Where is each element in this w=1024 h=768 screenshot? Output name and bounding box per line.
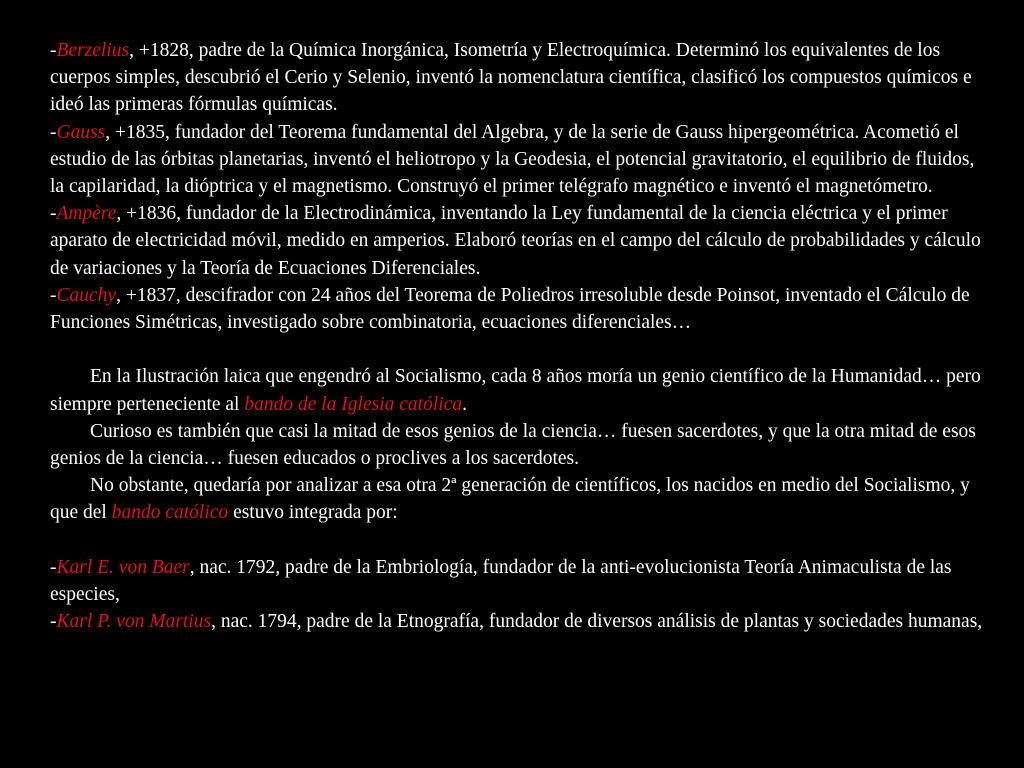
paragraph-spacer	[50, 527, 985, 554]
highlighted-phrase: bando de la Iglesia católica	[244, 393, 463, 415]
scientist-description: , +1835, fundador del Teorema fundamental del Algebra, y de la serie de Gauss hipergeométrica. Acometió el estudio de las órbitas planetarias, inventó el heliotropo y la Geodesia, el potencial gravitatorio, el equilibrio de fluidos, la capilaridad, la dióptrica y el magnetismo. Construyó el primer telégrafo magnético e inventó el magnetómetro.	[50, 121, 975, 198]
scientist-name: Berzelius	[56, 40, 130, 61]
scientist-name: Cauchy	[56, 284, 117, 306]
entry-von-baer: -Karl E. von Baer, nac. 1792, padre de la Embriología, fundador de la anti-evolucionista Teoría Animaculista de las especies,	[50, 556, 952, 606]
scientist-name: Karl P. von Martius	[56, 611, 212, 633]
highlighted-phrase: bando católico	[111, 502, 229, 524]
scientist-description: , +1836, fundador de la Electrodinámica, inventando la Ley fundamental de la ciencia eléctrica y el primer aparato de electricidad móvil, medido en amperios. Elaboró teorías en el campo del cálculo de probabilidades y cálculo de variaciones y la Teoría de Ecuaciones Diferenciales.	[50, 203, 981, 279]
commentary-text: estuvo integrada por:	[228, 502, 398, 524]
commentary-text: No obstante, quedaría por analizar a esa otra 2ª generación de científicos, los nacidos en medio del Socialismo, y que del	[50, 475, 970, 524]
document-body	[50, 37, 985, 635]
entry-gauss: -Gauss, +1835, fundador del Teorema fundamental del Algebra, y de la serie de Gauss hipergeométrica. Acometió el estudio de las órbitas planetarias, inventó el heliotropo y la Geodesia, el potencial gravitatorio, el equilibrio de fluidos, la capilaridad, la dióptrica y el magnetismo. Construyó el primer telégrafo magnético e inventó el magnetómetro.	[50, 121, 975, 198]
commentary-text: .	[462, 393, 467, 415]
commentary-paragraph-1	[50, 363, 985, 417]
entry-cauchy: -Cauchy, +1837, descifrador con 24 años del Teorema de Poliedros irresoluble desde Poinsot, inventado el Cálculo de Funciones Simétricas, investigado sobre combinatoria, ecuaciones diferenciales…	[50, 284, 970, 334]
commentary-text: En la Ilustración laica que engendró al Socialismo, cada 8 años moría un genio científico de la Humanidad… pero siempre perteneciente al	[50, 366, 981, 415]
paragraph-spacer	[50, 336, 985, 363]
scientist-name: Gauss	[56, 121, 106, 143]
entry-von-martius: -Karl P. von Martius, nac. 1794, padre de la Etnografía, fundador de diversos análisis de plantas y sociedades humanas,	[50, 611, 983, 633]
scientist-description: , nac. 1794, padre de la Etnografía, fundador de diversos análisis de plantas y sociedades humanas,	[211, 611, 983, 633]
scientist-name: Ampère	[56, 203, 117, 225]
scientist-name: Karl E. von Baer	[56, 556, 190, 578]
commentary-paragraph-2: Curioso es también que casi la mitad de esos genios de la ciencia… fuesen sacerdotes, y que la otra mitad de esos genios de la ciencia… fuesen educados o proclives a los sacerdotes.	[50, 420, 976, 470]
entry-ampere: -Ampère, +1836, fundador de la Electrodinámica, inventando la Ley fundamental de la ciencia eléctrica y el primer aparato de electricidad móvil, medido en amperios. Elaboró teorías en el campo del cálculo de probabilidades y cálculo de variaciones y la Teoría de Ecuaciones Diferenciales.	[50, 203, 981, 279]
scientist-description: , nac. 1792, padre de la Embriología, fundador de la anti-evolucionista Teoría Animaculista de las especies,	[50, 556, 952, 606]
scientist-description: , +1837, descifrador con 24 años del Teorema de Poliedros irresoluble desde Poinsot, inventado el Cálculo de Funciones Simétricas, investigado sobre combinatoria, ecuaciones diferenciales…	[50, 284, 970, 334]
entry-berzelius: -Berzelius, +1828, padre de la Química Inorgánica, Isometría y Electroquímica. Determinó los equivalentes de los cuerpos simples, descubrió el Cerio y Selenio, inventó la nomenclatura científica, clasificó los compuestos químicos e ideó las primeras fórmulas químicas.	[50, 40, 972, 116]
scientist-description: , +1828, padre de la Química Inorgánica, Isometría y Electroquímica. Determinó los equivalentes de los cuerpos simples, descubrió el Cerio y Selenio, inventó la nomenclatura científica, clasificó los compuestos químicos e ideó las primeras fórmulas químicas.	[50, 40, 972, 116]
commentary-paragraph-3	[50, 472, 985, 526]
